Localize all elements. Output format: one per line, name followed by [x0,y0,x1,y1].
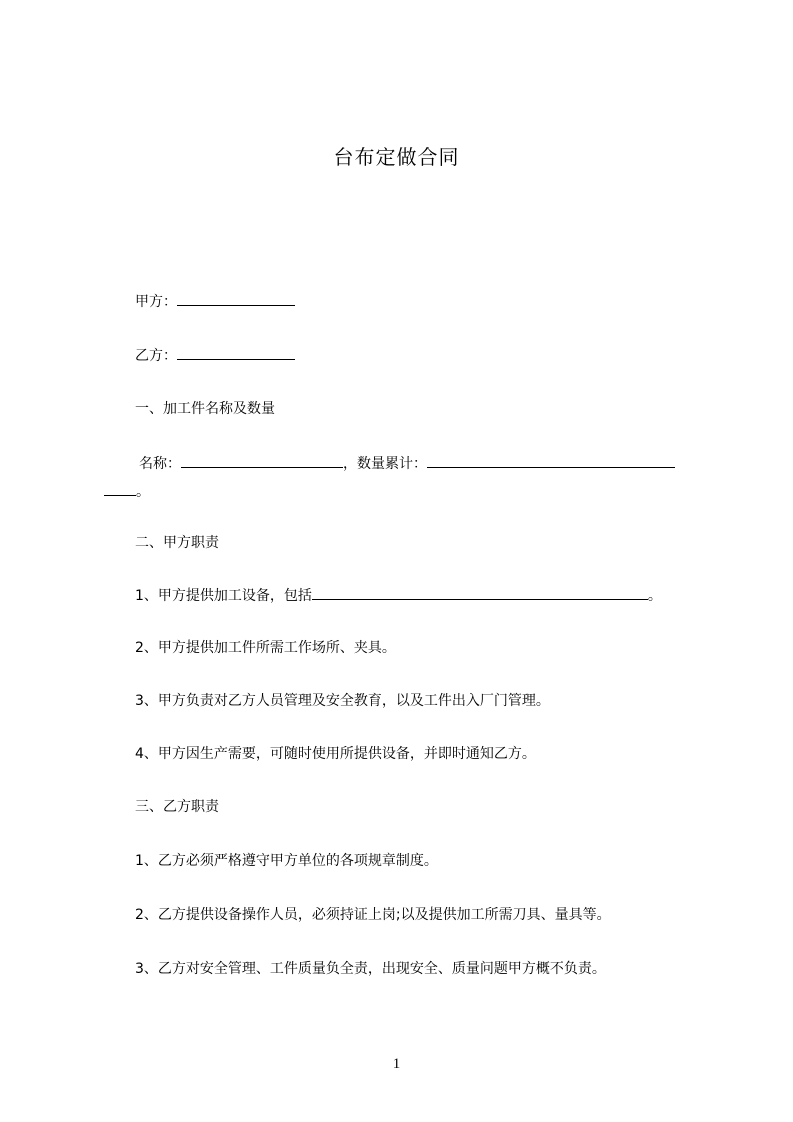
name-blank[interactable] [181,453,343,468]
party-b-duty-1: 1、乙方必须严格遵守甲方单位的各项规章制度。 [135,853,438,869]
party-a-duty-4: 4、甲方因生产需要，可随时使用所提供设备，并即时通知乙方。 [135,746,536,762]
party-a-duty-3: 3、甲方负责对乙方人员管理及安全教育，以及工件出入厂门管理。 [135,693,550,709]
document-title: 台布定做合同 [333,145,460,169]
name-quantity-line [139,453,675,474]
section2-heading: 二、甲方职责 [135,535,219,551]
quantity-tail: 。 [136,484,150,500]
party-b-label: 乙方： [135,348,177,364]
duty-a1-text: 1、甲方提供加工设备，包括 [135,588,312,604]
quantity-blank-continued[interactable] [104,481,136,496]
quantity-continuation [104,481,150,502]
party-a-duty-2: 2、甲方提供加工件所需工作场所、夹具。 [135,640,396,656]
party-b-blank[interactable] [177,345,295,360]
equipment-blank[interactable] [312,585,648,600]
party-b-line [135,345,295,366]
name-label: 名称： [139,456,181,472]
quantity-label: ，数量累计： [343,456,427,472]
party-b-duty-2: 2、乙方提供设备操作人员，必须持证上岗;以及提供加工所需刀具、量具等。 [135,907,611,923]
duty-a1-tail: 。 [647,588,662,604]
party-b-duty-3: 3、乙方对安全管理、工件质量负全责，出现安全、质量问题甲方概不负责。 [135,961,606,977]
quantity-blank[interactable] [427,453,675,468]
page-number: 1 [392,1056,401,1072]
party-a-duty-1 [135,585,662,606]
party-a-line [135,291,295,312]
section1-heading: 一、加工件名称及数量 [135,401,275,417]
section3-heading: 三、乙方职责 [135,799,219,815]
party-a-label: 甲方： [135,294,177,310]
party-a-blank[interactable] [177,291,295,306]
